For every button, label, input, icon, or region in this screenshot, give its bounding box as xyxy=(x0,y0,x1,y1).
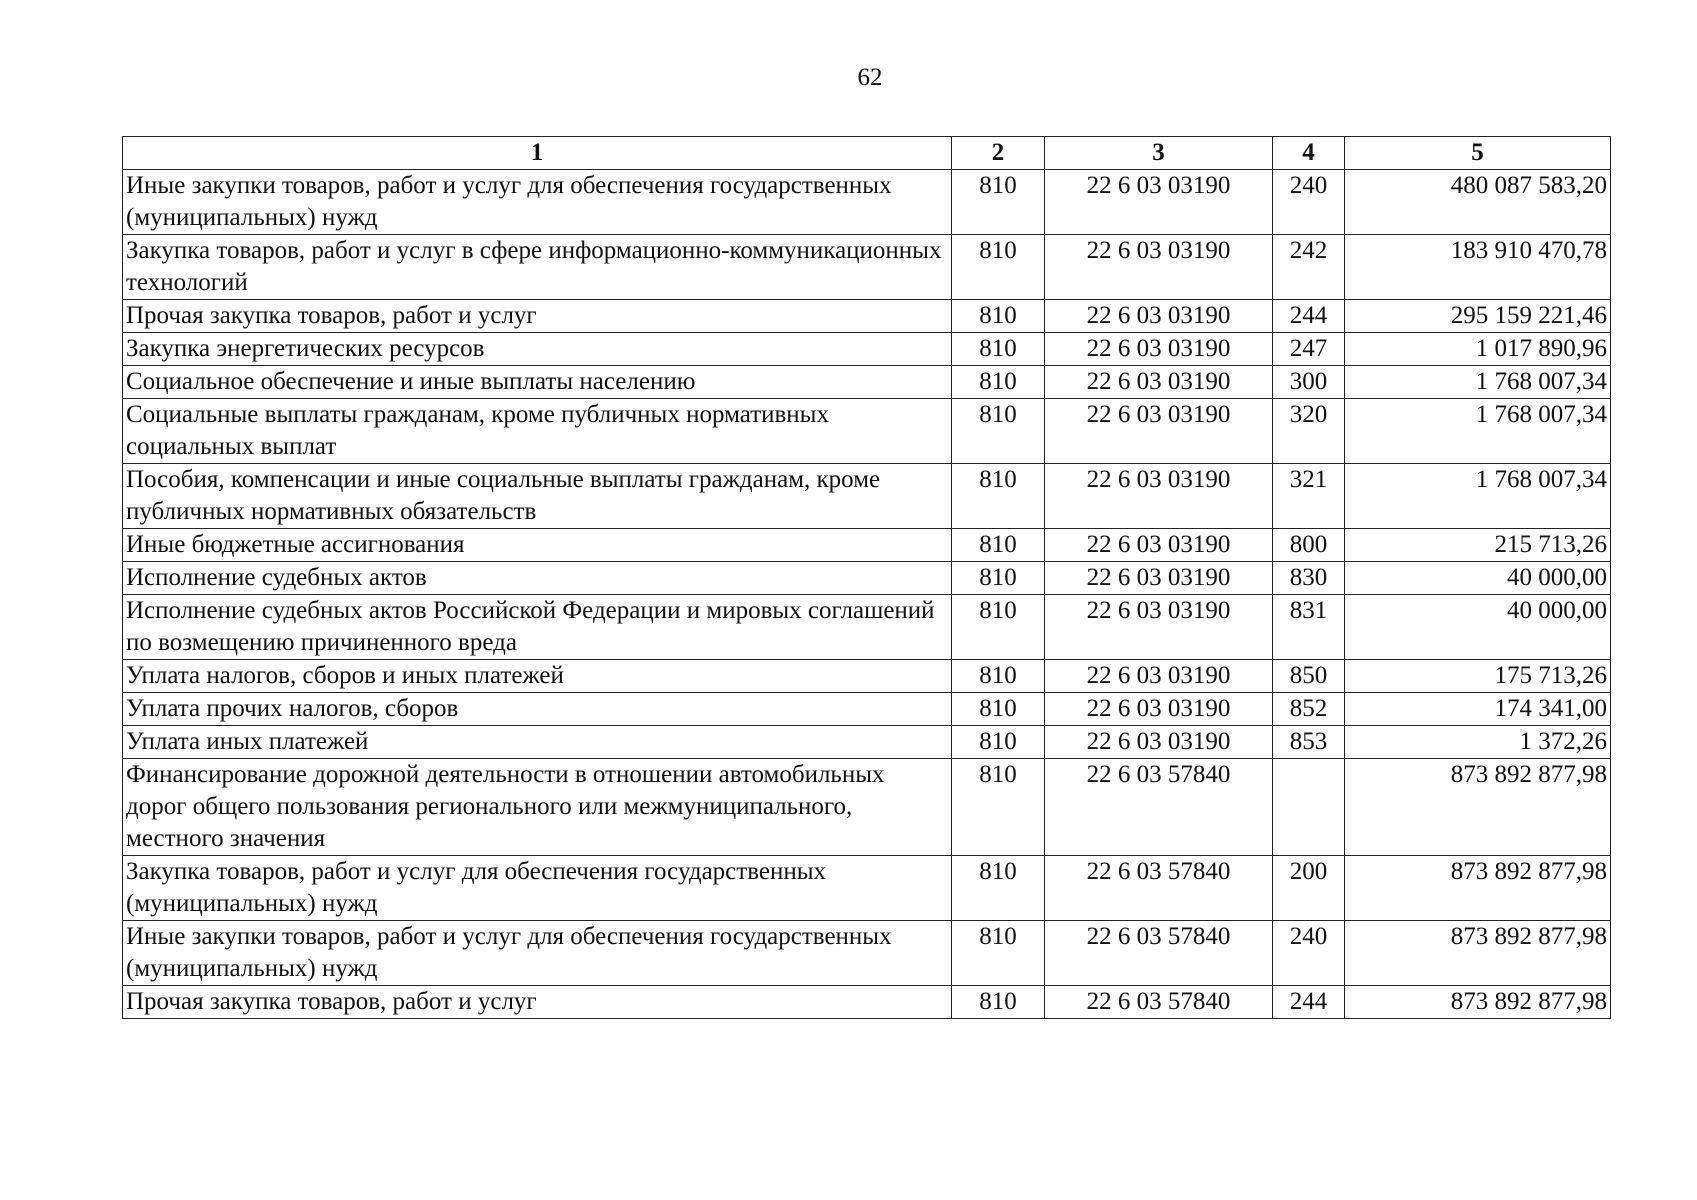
expense-type-cell: 240 xyxy=(1273,921,1345,986)
amount-cell: 40 000,00 xyxy=(1345,562,1611,595)
target-article-cell: 22 6 03 57840 xyxy=(1045,986,1273,1019)
header-col-3: 3 xyxy=(1045,137,1273,170)
chapter-code-cell: 810 xyxy=(952,235,1045,300)
page-number: 62 xyxy=(857,64,883,91)
table-row xyxy=(123,399,1611,464)
chapter-code-cell: 810 xyxy=(952,170,1045,235)
expense-type-cell: 852 xyxy=(1273,693,1345,726)
table-row xyxy=(123,300,1611,333)
expense-name-cell: Социальное обеспечение и иные выплаты населению xyxy=(123,366,952,399)
chapter-code-cell: 810 xyxy=(952,660,1045,693)
expense-type-cell: 800 xyxy=(1273,529,1345,562)
expense-name-cell: Прочая закупка товаров, работ и услуг xyxy=(123,986,952,1019)
table-row xyxy=(123,529,1611,562)
expense-name-cell: Прочая закупка товаров, работ и услуг xyxy=(123,300,952,333)
expense-name-cell: Исполнение судебных актов Российской Федерации и мировых соглашений по возмещению причиненного вреда xyxy=(123,595,952,660)
amount-cell: 215 713,26 xyxy=(1345,529,1611,562)
table-row xyxy=(123,986,1611,1019)
chapter-code-cell: 810 xyxy=(952,464,1045,529)
expense-type-cell: 200 xyxy=(1273,856,1345,921)
amount-cell: 183 910 470,78 xyxy=(1345,235,1611,300)
target-article-cell: 22 6 03 03190 xyxy=(1045,464,1273,529)
expense-name-cell: Закупка товаров, работ и услуг для обеспечения государственных (муниципальных) нужд xyxy=(123,856,952,921)
expense-type-cell: 321 xyxy=(1273,464,1345,529)
header-col-5: 5 xyxy=(1345,137,1611,170)
table-row xyxy=(123,856,1611,921)
expense-type-cell: 247 xyxy=(1273,333,1345,366)
amount-cell: 873 892 877,98 xyxy=(1345,921,1611,986)
expense-name-cell: Уплата прочих налогов, сборов xyxy=(123,693,952,726)
table-row xyxy=(123,693,1611,726)
amount-cell: 480 087 583,20 xyxy=(1345,170,1611,235)
header-col-1: 1 xyxy=(123,137,952,170)
expense-name-cell: Финансирование дорожной деятельности в отношении автомобильных дорог общего пользования регионального или межмуниципального, местного значения xyxy=(123,759,952,856)
expense-type-cell: 244 xyxy=(1273,986,1345,1019)
expense-name-cell: Закупка товаров, работ и услуг в сфере информационно-коммуникационных технологий xyxy=(123,235,952,300)
chapter-code-cell: 810 xyxy=(952,759,1045,856)
expense-type-cell: 242 xyxy=(1273,235,1345,300)
chapter-code-cell: 810 xyxy=(952,693,1045,726)
expense-type-cell: 831 xyxy=(1273,595,1345,660)
chapter-code-cell: 810 xyxy=(952,595,1045,660)
chapter-code-cell: 810 xyxy=(952,921,1045,986)
table-row xyxy=(123,726,1611,759)
target-article-cell: 22 6 03 57840 xyxy=(1045,856,1273,921)
amount-cell: 1 372,26 xyxy=(1345,726,1611,759)
chapter-code-cell: 810 xyxy=(952,366,1045,399)
target-article-cell: 22 6 03 03190 xyxy=(1045,562,1273,595)
target-article-cell: 22 6 03 57840 xyxy=(1045,921,1273,986)
amount-cell: 40 000,00 xyxy=(1345,595,1611,660)
expense-name-cell: Иные закупки товаров, работ и услуг для обеспечения государственных (муниципальных) нужд xyxy=(123,170,952,235)
budget-table xyxy=(122,136,1611,1019)
expense-type-cell: 320 xyxy=(1273,399,1345,464)
table-row xyxy=(123,366,1611,399)
expense-name-cell: Уплата налогов, сборов и иных платежей xyxy=(123,660,952,693)
target-article-cell: 22 6 03 03190 xyxy=(1045,170,1273,235)
amount-cell: 873 892 877,98 xyxy=(1345,986,1611,1019)
header-col-2: 2 xyxy=(952,137,1045,170)
chapter-code-cell: 810 xyxy=(952,986,1045,1019)
expense-type-cell xyxy=(1273,759,1345,856)
amount-cell: 873 892 877,98 xyxy=(1345,856,1611,921)
header-col-4: 4 xyxy=(1273,137,1345,170)
target-article-cell: 22 6 03 03190 xyxy=(1045,235,1273,300)
table-row xyxy=(123,562,1611,595)
amount-cell: 1 768 007,34 xyxy=(1345,366,1611,399)
chapter-code-cell: 810 xyxy=(952,300,1045,333)
expense-name-cell: Уплата иных платежей xyxy=(123,726,952,759)
expense-name-cell: Исполнение судебных актов xyxy=(123,562,952,595)
chapter-code-cell: 810 xyxy=(952,856,1045,921)
expense-type-cell: 244 xyxy=(1273,300,1345,333)
chapter-code-cell: 810 xyxy=(952,333,1045,366)
chapter-code-cell: 810 xyxy=(952,529,1045,562)
expense-type-cell: 850 xyxy=(1273,660,1345,693)
chapter-code-cell: 810 xyxy=(952,562,1045,595)
target-article-cell: 22 6 03 57840 xyxy=(1045,759,1273,856)
target-article-cell: 22 6 03 03190 xyxy=(1045,726,1273,759)
table-header xyxy=(123,137,1611,170)
table-row xyxy=(123,235,1611,300)
target-article-cell: 22 6 03 03190 xyxy=(1045,300,1273,333)
amount-cell: 1 768 007,34 xyxy=(1345,464,1611,529)
amount-cell: 174 341,00 xyxy=(1345,693,1611,726)
target-article-cell: 22 6 03 03190 xyxy=(1045,693,1273,726)
table-row xyxy=(123,170,1611,235)
expense-name-cell: Иные закупки товаров, работ и услуг для обеспечения государственных (муниципальных) нужд xyxy=(123,921,952,986)
expense-type-cell: 240 xyxy=(1273,170,1345,235)
table-row xyxy=(123,759,1611,856)
table-row xyxy=(123,595,1611,660)
amount-cell: 175 713,26 xyxy=(1345,660,1611,693)
target-article-cell: 22 6 03 03190 xyxy=(1045,660,1273,693)
expense-type-cell: 300 xyxy=(1273,366,1345,399)
expense-name-cell: Пособия, компенсации и иные социальные выплаты гражданам, кроме публичных нормативных обязательств xyxy=(123,464,952,529)
target-article-cell: 22 6 03 03190 xyxy=(1045,595,1273,660)
chapter-code-cell: 810 xyxy=(952,726,1045,759)
amount-cell: 1 768 007,34 xyxy=(1345,399,1611,464)
table-row xyxy=(123,464,1611,529)
target-article-cell: 22 6 03 03190 xyxy=(1045,366,1273,399)
table-row xyxy=(123,660,1611,693)
expense-type-cell: 853 xyxy=(1273,726,1345,759)
table-row xyxy=(123,921,1611,986)
amount-cell: 1 017 890,96 xyxy=(1345,333,1611,366)
target-article-cell: 22 6 03 03190 xyxy=(1045,399,1273,464)
expense-type-cell: 830 xyxy=(1273,562,1345,595)
amount-cell: 873 892 877,98 xyxy=(1345,759,1611,856)
amount-cell: 295 159 221,46 xyxy=(1345,300,1611,333)
expense-name-cell: Иные бюджетные ассигнования xyxy=(123,529,952,562)
expense-name-cell: Закупка энергетических ресурсов xyxy=(123,333,952,366)
target-article-cell: 22 6 03 03190 xyxy=(1045,529,1273,562)
header-row xyxy=(123,137,1611,170)
table-body xyxy=(123,170,1611,1019)
chapter-code-cell: 810 xyxy=(952,399,1045,464)
table-row xyxy=(123,333,1611,366)
expense-name-cell: Социальные выплаты гражданам, кроме публичных нормативных социальных выплат xyxy=(123,399,952,464)
target-article-cell: 22 6 03 03190 xyxy=(1045,333,1273,366)
